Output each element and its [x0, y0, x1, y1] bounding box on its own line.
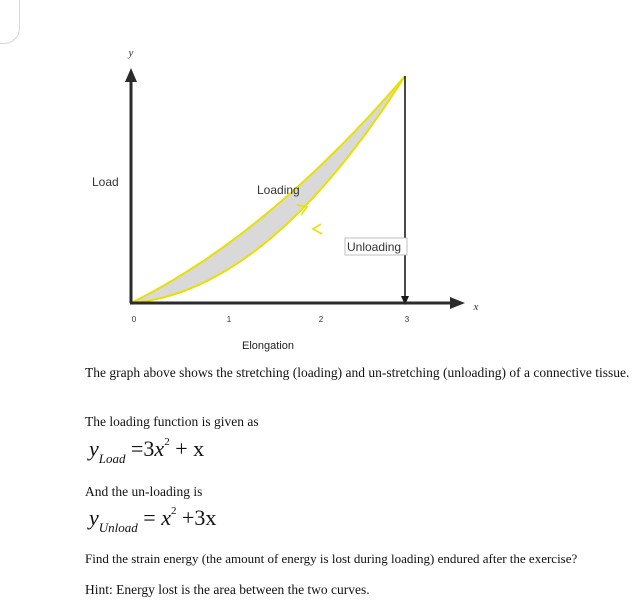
eq-rest: + x: [175, 436, 205, 461]
y-axis-letter: y: [128, 47, 134, 59]
eq-symbol: y: [89, 436, 99, 461]
y-axis-arrowhead: [125, 68, 137, 82]
unloading-direction-arrow: [313, 224, 322, 234]
eq-rest: +3x: [181, 505, 217, 530]
unloading-label: Unloading: [347, 240, 402, 254]
loading-equation: $y_{Load} =3x^2 + x$: [89, 436, 205, 466]
graph-description: The graph above shows the stretching (loading) and un-stretching (unloading) of a connective tissue.: [85, 365, 630, 380]
unloading-intro: And the un-loading is: [85, 484, 203, 499]
hint-text: Hint: Energy lost is the area between the two curves.: [85, 582, 370, 597]
x-tick-label: 2: [318, 315, 324, 324]
x-tick-label: 0: [131, 315, 137, 324]
x-tick-label: 3: [404, 315, 410, 324]
eq-exponent: 2: [164, 436, 170, 448]
eq-symbol: y: [89, 505, 99, 530]
eq-subscript: Load: [98, 451, 126, 466]
unloading-equation: $y_{Unload} = x^2 +3x$: [89, 505, 217, 535]
eq-coefficient: 3: [143, 436, 155, 461]
x-tick-label: 1: [226, 315, 232, 324]
eq-variable: x: [154, 436, 165, 461]
eq-exponent: 2: [170, 505, 177, 517]
x-axis-letter: x: [473, 301, 479, 313]
eq-subscript: Unload: [98, 520, 138, 535]
y-axis-label: Load: [92, 175, 119, 189]
loading-intro: The loading function is given as: [85, 414, 259, 429]
x-axis-arrowhead: [450, 297, 465, 309]
loading-label: Loading: [257, 183, 300, 197]
question-text: Find the strain energy (the amount of energy is lost during loading) endured after the exercise?: [85, 551, 578, 566]
x-axis-label: Elongation: [242, 340, 294, 352]
eq-variable: x: [161, 505, 171, 530]
